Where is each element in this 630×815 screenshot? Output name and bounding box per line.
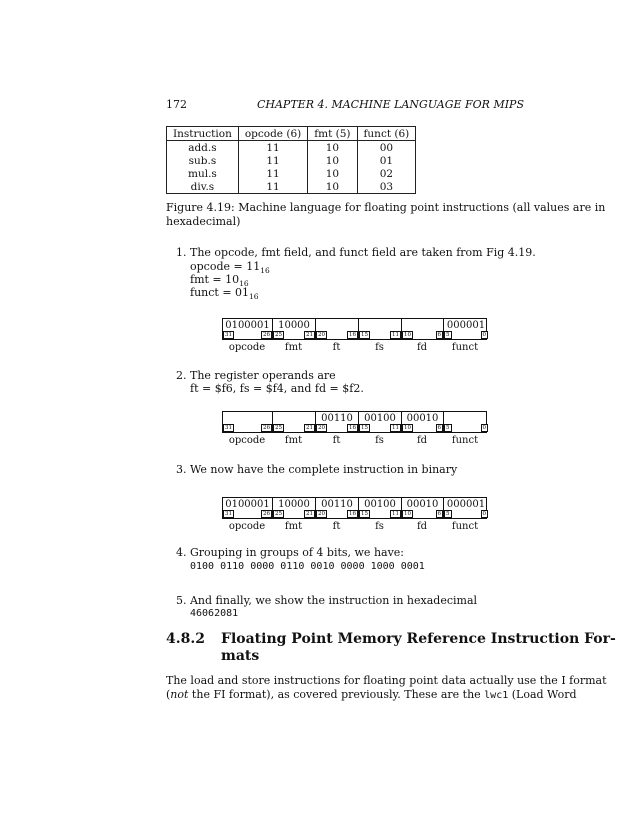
bit-end: 0: [482, 511, 486, 517]
step1-text: 1. The opcode, fmt field, and funct field are taken from Fig 4.19.: [176, 246, 536, 259]
table-row: [167, 154, 416, 167]
field-value: 10000: [278, 320, 310, 331]
col-header: funct (6): [357, 127, 416, 141]
bit-end: 16: [349, 511, 356, 517]
bit-start: 20: [318, 332, 325, 338]
section-title-line1: Floating Point Memory Reference Instruction For-: [221, 631, 616, 647]
bit-end: 16: [349, 332, 356, 338]
bit-end: 6: [437, 425, 441, 431]
field-label: ft: [332, 342, 341, 353]
field-label: ft: [332, 435, 341, 446]
fmt-field: [273, 412, 316, 432]
field-label: funct: [451, 342, 479, 353]
table-cell: sub.s: [167, 154, 239, 167]
instruction-diagram-3: [222, 497, 487, 532]
fd-field: [402, 319, 444, 339]
field-label: fs: [375, 435, 384, 446]
section-title-line2: mats: [221, 648, 260, 664]
bit-start: 15: [361, 332, 368, 338]
field-value: 0100001: [225, 499, 270, 510]
field-label: fmt: [284, 435, 303, 446]
table-cell: 03: [357, 180, 416, 194]
bit-end: 6: [437, 332, 441, 338]
table-cell: 11: [238, 180, 307, 194]
table-cell: 11: [238, 141, 307, 155]
table-row: [167, 141, 416, 155]
hex-subscript: 16: [239, 279, 249, 288]
paragraph-line1: The load and store instructions for floating point data actually use the I format: [166, 674, 607, 687]
chapter-header: CHAPTER 4. MACHINE LANGUAGE FOR MIPS: [256, 98, 524, 111]
step2-registers: ft = $f6, fs = $f4, and fd = $f2.: [190, 382, 364, 395]
step4-text: 4. Grouping in groups of 4 bits, we have:: [176, 546, 405, 559]
bit-end: 26: [263, 511, 270, 517]
table-row: [167, 167, 416, 180]
paragraph-line2: [166, 688, 577, 703]
step1-funct: [190, 286, 259, 304]
fmt-equation: fmt = 10: [190, 273, 240, 286]
funct-field: [444, 319, 488, 339]
bit-start: 10: [404, 511, 411, 517]
fp-instruction-table: [166, 126, 416, 194]
bit-end: 21: [306, 332, 313, 338]
bit-start: 15: [361, 425, 368, 431]
ft-field: [316, 319, 359, 339]
binary-groups: 0100 0110 0000 0110 0010 0000 1000 0001: [190, 561, 425, 572]
fs-field: [359, 412, 402, 432]
text-fragment: (Load Word: [508, 688, 577, 701]
field-box: [222, 497, 487, 519]
col-header: fmt (5): [308, 127, 357, 141]
bit-start: 31: [225, 332, 232, 338]
emphasis-not: not: [170, 688, 189, 701]
field-label: fmt: [284, 521, 303, 532]
hex-subscript: 16: [249, 292, 259, 301]
bit-start: 15: [361, 511, 368, 517]
col-header: Instruction: [167, 127, 239, 141]
table-cell: div.s: [167, 180, 239, 194]
field-label: fd: [416, 521, 428, 532]
bit-start: 25: [275, 511, 282, 517]
instruction-diagram-2: [222, 411, 487, 446]
field-value: 00100: [364, 413, 396, 424]
step2-text: 2. The register operands are: [176, 369, 336, 382]
table-cell: 10: [308, 167, 357, 180]
table-header-row: [167, 127, 416, 141]
field-value: 00110: [321, 499, 353, 510]
col-header: opcode (6): [238, 127, 307, 141]
ft-field: [316, 498, 359, 518]
opcode-field: [223, 412, 273, 432]
table-cell: 10: [308, 180, 357, 194]
text-fragment: the FI format), as covered previously. These are the: [188, 688, 485, 701]
instruction-diagram-1: [222, 318, 487, 353]
funct-equation: funct = 01: [190, 286, 250, 299]
field-box: [222, 318, 487, 340]
fs-field: [359, 319, 402, 339]
bit-end: 26: [263, 425, 270, 431]
bit-end: 0: [482, 425, 486, 431]
field-label: opcode: [228, 521, 266, 532]
bit-start: 31: [225, 511, 232, 517]
field-label: opcode: [228, 435, 266, 446]
table-cell: add.s: [167, 141, 239, 155]
bit-start: 25: [275, 332, 282, 338]
table-cell: 10: [308, 141, 357, 155]
opcode-field: [223, 498, 273, 518]
bit-end: 11: [392, 425, 399, 431]
bit-start: 25: [275, 425, 282, 431]
table-cell: 11: [238, 154, 307, 167]
section-number: 4.8.2: [166, 631, 205, 647]
bit-start: 10: [404, 332, 411, 338]
field-label: ft: [332, 521, 341, 532]
hex-result: 46062081: [190, 608, 239, 619]
fmt-field: [273, 319, 316, 339]
table-cell: 02: [357, 167, 416, 180]
field-value: 0100001: [225, 320, 270, 331]
figure-caption-line1: Figure 4.19: Machine language for floating point instructions (all values are in: [166, 201, 606, 214]
bit-end: 16: [349, 425, 356, 431]
bit-start: 5: [446, 511, 450, 517]
table-cell: 00: [357, 141, 416, 155]
bit-start: 20: [318, 511, 325, 517]
field-value: 10000: [278, 499, 310, 510]
fd-field: [402, 498, 444, 518]
field-label: fs: [375, 521, 384, 532]
table-cell: 01: [357, 154, 416, 167]
bit-end: 6: [437, 511, 441, 517]
field-box: [222, 411, 487, 433]
field-value: 00010: [406, 499, 439, 510]
step3-text: 3. We now have the complete instruction in binary: [176, 463, 458, 476]
field-value: 000001: [446, 499, 486, 510]
table-row: [167, 180, 416, 194]
bit-end: 21: [306, 425, 313, 431]
table-cell: 10: [308, 154, 357, 167]
bit-end: 11: [392, 511, 399, 517]
table-cell: mul.s: [167, 167, 239, 180]
step5-text: 5. And finally, we show the instruction in hexadecimal: [176, 594, 478, 607]
fs-field: [359, 498, 402, 518]
page-number: 172: [166, 98, 187, 111]
bit-end: 0: [482, 332, 486, 338]
funct-field: [444, 498, 488, 518]
field-value: 00110: [321, 413, 353, 424]
bit-start: 31: [225, 425, 232, 431]
code-lwc1: lwc1: [484, 690, 509, 701]
bit-end: 21: [306, 511, 313, 517]
bit-end: 26: [263, 332, 270, 338]
bit-start: 10: [404, 425, 411, 431]
field-value: 00100: [364, 499, 396, 510]
field-label: funct: [451, 435, 479, 446]
field-label: fd: [416, 435, 428, 446]
fmt-field: [273, 498, 316, 518]
opcode-equation: opcode = 11: [190, 260, 261, 273]
bit-end: 11: [392, 332, 399, 338]
field-label: fs: [375, 342, 384, 353]
field-label: fmt: [284, 342, 303, 353]
field-label: funct: [451, 521, 479, 532]
ft-field: [316, 412, 359, 432]
hex-subscript: 16: [260, 266, 270, 275]
field-value: 00010: [406, 413, 439, 424]
table-cell: 11: [238, 167, 307, 180]
opcode-field: [223, 319, 273, 339]
field-label: opcode: [228, 342, 266, 353]
bit-start: 20: [318, 425, 325, 431]
text-fragment: (: [166, 688, 171, 701]
field-label: fd: [416, 342, 428, 353]
fd-field: [402, 412, 444, 432]
bit-start: 5: [446, 332, 450, 338]
figure-caption-line2: hexadecimal): [166, 215, 241, 228]
funct-field: [444, 412, 488, 432]
bit-start: 5: [446, 425, 450, 431]
field-value: 000001: [446, 320, 486, 331]
